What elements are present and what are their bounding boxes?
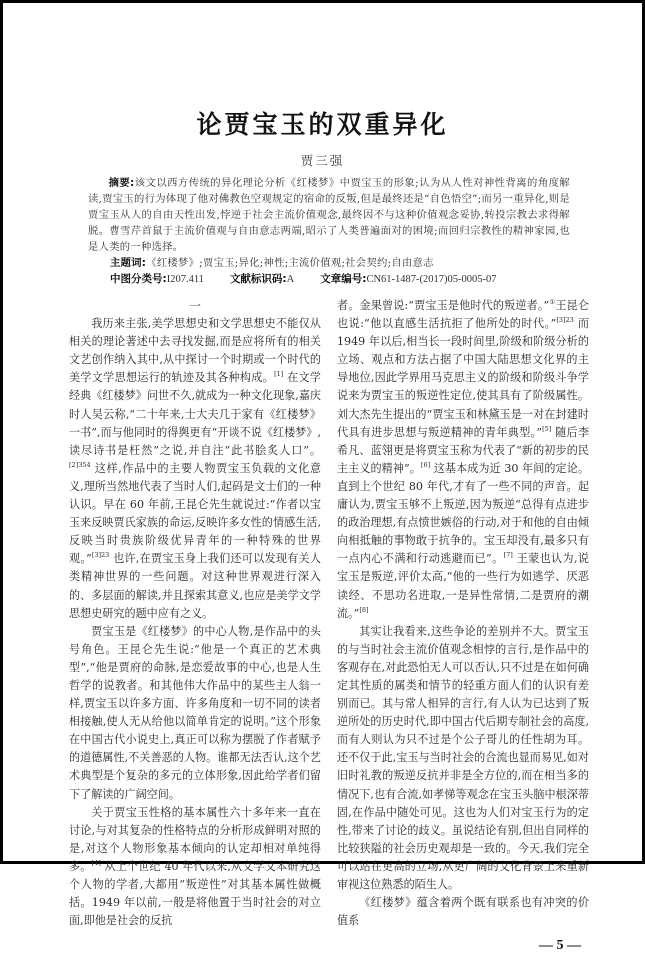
citation-marker: [3]23	[91, 551, 110, 560]
citation-marker: [3]23	[556, 316, 574, 325]
article-id-label: 文章编号:	[320, 273, 367, 285]
article-header	[88, 175, 570, 288]
clc-label: 中图分类号:	[110, 273, 167, 285]
article-id-value: CN61-1487-(2017)05-0005-07	[366, 274, 497, 285]
body-columns	[69, 297, 589, 930]
body-paragraph	[337, 894, 589, 930]
paragraph-text: 这样,作品中的主要人物贾宝玉负载的文化意义,理所当然地代表了当时人们,起码是文士们的一种认识。早在 60 年前,王昆仑先生就说过:“作者以宝玉来反映贾氏家族的命运,反映许多女性的情感生活,反映当时贵族阶级优异青年的一种特殊的世界观。”	[69, 461, 321, 566]
body-paragraph	[69, 315, 321, 623]
paragraph-text: 也许,在贾宝玉身上我们还可以发现有关人类精神世界的一些问题。对这种世界观进行深入的、多层面的解读,并且探索其意义,也应是美学文学思想史研究的题中应有之义。	[69, 552, 322, 620]
abstract-label: 摘要:	[108, 177, 135, 189]
paragraph-text: 从上个世纪 40 年代以来,从文学文本研究这个人物的学者,大都用“叛逆性”对其基本属性做概括。1949 年以前,一般是将他置于当时社会的对立面,即他是社会的反抗	[69, 859, 321, 928]
paragraph-text: 在文学经典《红楼梦》问世不久,就成为一种文化现象,嘉庆时人吴云称,“二十年来,士大夫几于家有《红楼梦》一书”,而与他同时的得舆更有“开谈不说《红楼梦》,读尽诗书是枉然”之说,并自注“此书脍炙人口”。	[69, 371, 321, 457]
paragraph-text: 者。金果曾说:“贾宝玉是他时代的叛逆者。”	[337, 299, 550, 312]
citation-marker: [1]	[274, 370, 284, 379]
paragraph-text: 而 1949 年以后,相当长一段时间里,阶级和阶级分析的立场、观点和方法占据了中国大陆思想文化界的主导地位,因此学界用马克思主义的阶级和阶级斗争学说来为贾宝玉的叛逆性定位,使其具有了阶级属性。刘大杰先生提出的“贾宝玉和林黛玉是一对在封建时代具有进步思想与叛逆精神的青年典型。”	[337, 317, 589, 439]
document-code	[230, 271, 294, 288]
paragraph-text: 王蒙也认为,说宝玉是叛逆,评价太高,“他的一些行为如逃学、厌恶读经、不思功名进取,一是异性常情,二是贾府的潮流。”	[337, 552, 589, 620]
citation-marker: [4]	[91, 858, 101, 867]
citation-marker: [8]	[359, 605, 369, 614]
body-paragraph	[69, 804, 321, 931]
paragraph-text: 我历来主张,美学思想史和文学思想史不能仅从相关的理论著述中去寻找发掘,而是应将所有的相关文艺创作纳入其中,从中探讨一个时期或一个时代的美学文学思想运行的轨迹及其各种构成。	[69, 317, 321, 385]
document-code-label: 文献标识码:	[229, 273, 287, 285]
citation-marker: [7]	[503, 551, 513, 560]
classification-meta	[110, 271, 570, 288]
keywords-text: 《红楼梦》;贾宝玉;异化;神性;主流价值观;社会契约;自由意志	[146, 257, 434, 269]
paragraph-text: 这基本成为近 30 年间的定论。直到上个世纪 80 年代,才有了一些不同的声音。起庸认为,贾宝玉够不上叛逆,因为叛逆“总得有点进步的政治理想,有点愤世嫉俗的行动,对于和他的自由倾向相抵触的事物敢于抗争的。宝玉却没有,最多只有一点内心不满和行动逃避而已”。	[337, 461, 589, 566]
citation-marker: [2]354	[69, 460, 91, 469]
document-code-value: A	[286, 274, 295, 285]
body-paragraph	[337, 297, 589, 623]
clc-number	[110, 271, 204, 288]
page-number: — 5 —	[539, 938, 581, 953]
section-number: 一	[188, 299, 201, 313]
body-paragraph	[69, 623, 321, 804]
left-column-body	[69, 315, 321, 930]
article-author: 贾三强	[300, 153, 345, 168]
keywords-label: 主题词:	[110, 257, 147, 269]
citation-marker: [5]	[542, 424, 552, 433]
paragraph-text: 贾宝玉是《红楼梦》的中心人物,是作品中的头号角色。王昆仑先生说:“他是一个真正的艺术典型”,“他是贾府的命脉,是恋爱故事的中心,也是人生哲学的说教者。和其他伟大作品中的某些主人翁一样,贾宝玉以许多方面、许多角度和一切不同的读者相接触,使人无从给他以简单肯定的说明。”这个形象在中国古代小说史上,真正可以称为摆脱了作者赋予的道德属性,不关善恶的人物。谁都无法否认,这个艺术典型是个复杂的多元的立体形象,因此给学者们留下了解读的广阔空间。	[69, 624, 321, 801]
abstract	[88, 175, 570, 255]
keywords	[110, 255, 570, 271]
paragraph-text: 《红楼梦》蕴含着两个既有联系也有冲突的价值系	[337, 896, 589, 928]
article-title: 论贾宝玉的双重异化	[196, 110, 449, 139]
body-paragraph	[337, 623, 589, 894]
abstract-text: 该文以西方传统的异化理论分析《红楼梦》中贾宝玉的形象;认为从人性对神性背离的角度解读,贾宝玉的行为体现了他对佛教色空观规定的宿命的反叛,但是最终还是“自色悟空”;而另一重异化,则是贾宝玉从人的自由天性出发,悖逆于社会主流价值观念,最终因不与这种价值观念妥协,转投宗教去求得解脱。曹雪芹首鼠于主流价值观与自由意志两端,昭示了人类普遍面对的困境;而回归宗教性的精神家园,也是人类的一种选择。	[88, 177, 570, 253]
left-column	[69, 297, 321, 930]
right-column	[337, 297, 589, 930]
citation-marker: ①	[549, 298, 556, 306]
clc-value: I207.411	[166, 274, 204, 285]
paragraph-text: 其实让我看来,这些争论的差别并不大。贾宝玉的与当时社会主流价值观念相悖的言行,是作品中的客观存在,对此恐怕无人可以否认,只不过是在如何确定其性质的属类和情节的轻重方面人们的认识有差别而已。其与常人相异的言行,有人认为已达到了叛逆所处的历史时代,即中国古代后期专制社会的高度,而有人则认为只不过是个公子哥儿的任性胡为耳。还不仅于此,宝玉与当时社会的合流也显而易见,如对旧时礼教的叛逆反抗并非是全方位的,而在相当多的情况下,也有合流,如孝悌等观念在宝玉头脑中根深蒂固,在作品中随处可见。这也为人们对宝玉行为的定性,带来了讨论的歧义。虽说结论有别,但出自同样的比较狭隘的社会历史观却是一致的。今天,我们完全可以站在更高的立场,从更广阔的文化背景上来重新审视这位熟悉的陌生人。	[337, 624, 589, 891]
paragraph-text: 王昆仑也说:“他以直感生活抗拒了他所处的时代。”	[337, 299, 589, 331]
right-column-body	[337, 297, 589, 930]
citation-marker: [6]	[420, 460, 431, 469]
article-id	[320, 271, 496, 288]
paragraph-text: 随后李希凡、蓝翎更是将贾宝玉称为代表了“新的初步的民主主义的精神”。	[337, 425, 589, 475]
paragraph-text: 关于贾宝玉性格的基本属性六十多年来一直在讨论,与对其复杂的性格特点的分析形成鲜明对照的是,对这个人物形象基本倾向的认定却相对单纯得多。	[69, 805, 321, 873]
